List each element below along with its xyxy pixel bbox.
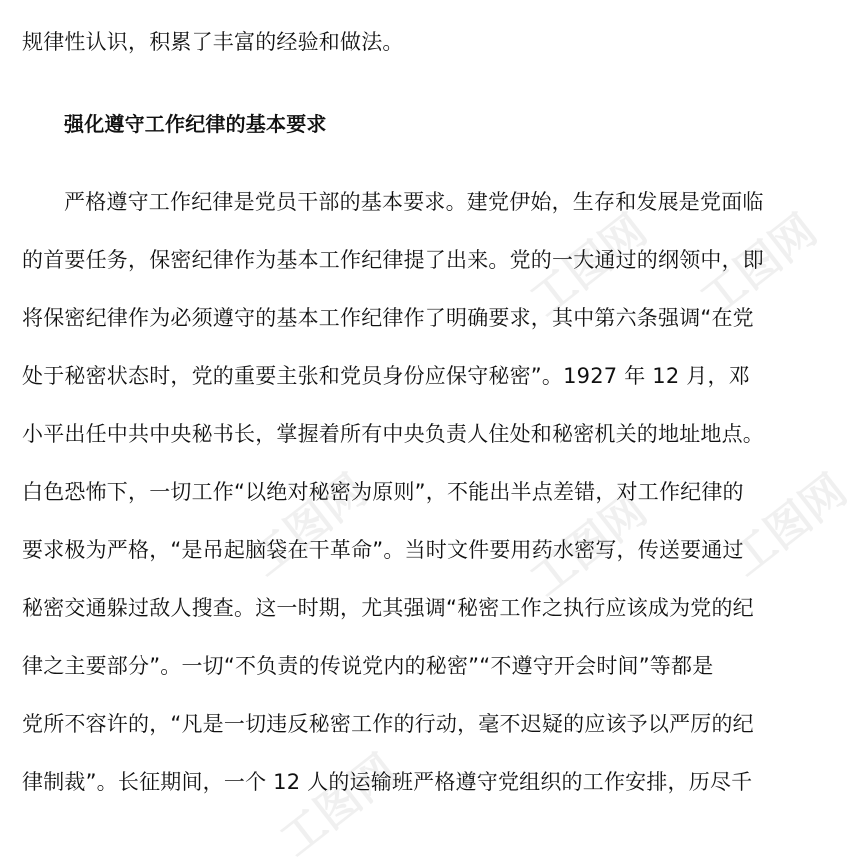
paragraph-line: 严格遵守工作纪律是党员干部的基本要求。建党伊始，生存和发展是党面临: [64, 190, 764, 214]
watermark: 工图网: [241, 464, 377, 587]
paragraph-line: 要求极为严格，“是吊起脑袋在干革命”。当时文件要用药水密写，传送要通过: [22, 538, 744, 562]
watermark: 工图网: [521, 484, 657, 607]
watermark: 工图网: [521, 204, 657, 327]
watermark: 工图网: [271, 744, 407, 867]
paragraph-line: 小平出任中共中央秘书长，掌握着所有中央负责人住处和秘密机关的地址地点。: [22, 422, 764, 446]
paragraph-line: 律制裁”。长征期间，一个 12 人的运输班严格遵守党组织的工作安排，历尽千: [22, 770, 753, 794]
paragraph-line: 白色恐怖下，一切工作“以绝对秘密为原则”，不能出半点差错，对工作纪律的: [22, 480, 744, 504]
watermark: 工图网: [721, 464, 857, 587]
paragraph-line: 规律性认识，积累了丰富的经验和做法。: [22, 30, 404, 54]
paragraph-line: 处于秘密状态时，党的重要主张和党员身份应保守秘密”。1927 年 12 月，邓: [22, 364, 750, 388]
paragraph-line: 党所不容许的，“凡是一切违反秘密工作的行动，毫不迟疑的应该予以严厉的纪: [22, 712, 754, 736]
paragraph-line: 律之主要部分”。一切“不负责的传说党内的秘密”“不遵守开会时间”等都是: [22, 654, 714, 678]
paragraph-line: 的首要任务，保密纪律作为基本工作纪律提了出来。党的一大通过的纲领中，即: [22, 248, 764, 272]
watermark: 工图网: [691, 204, 827, 327]
paragraph-line: 将保密纪律作为必须遵守的基本工作纪律作了明确要求，其中第六条强调“在党: [22, 306, 754, 330]
section-heading: 强化遵守工作纪律的基本要求: [64, 112, 327, 136]
paragraph-line: 秘密交通躲过敌人搜查。这一时期，尤其强调“秘密工作之执行应该成为党的纪: [22, 596, 754, 620]
